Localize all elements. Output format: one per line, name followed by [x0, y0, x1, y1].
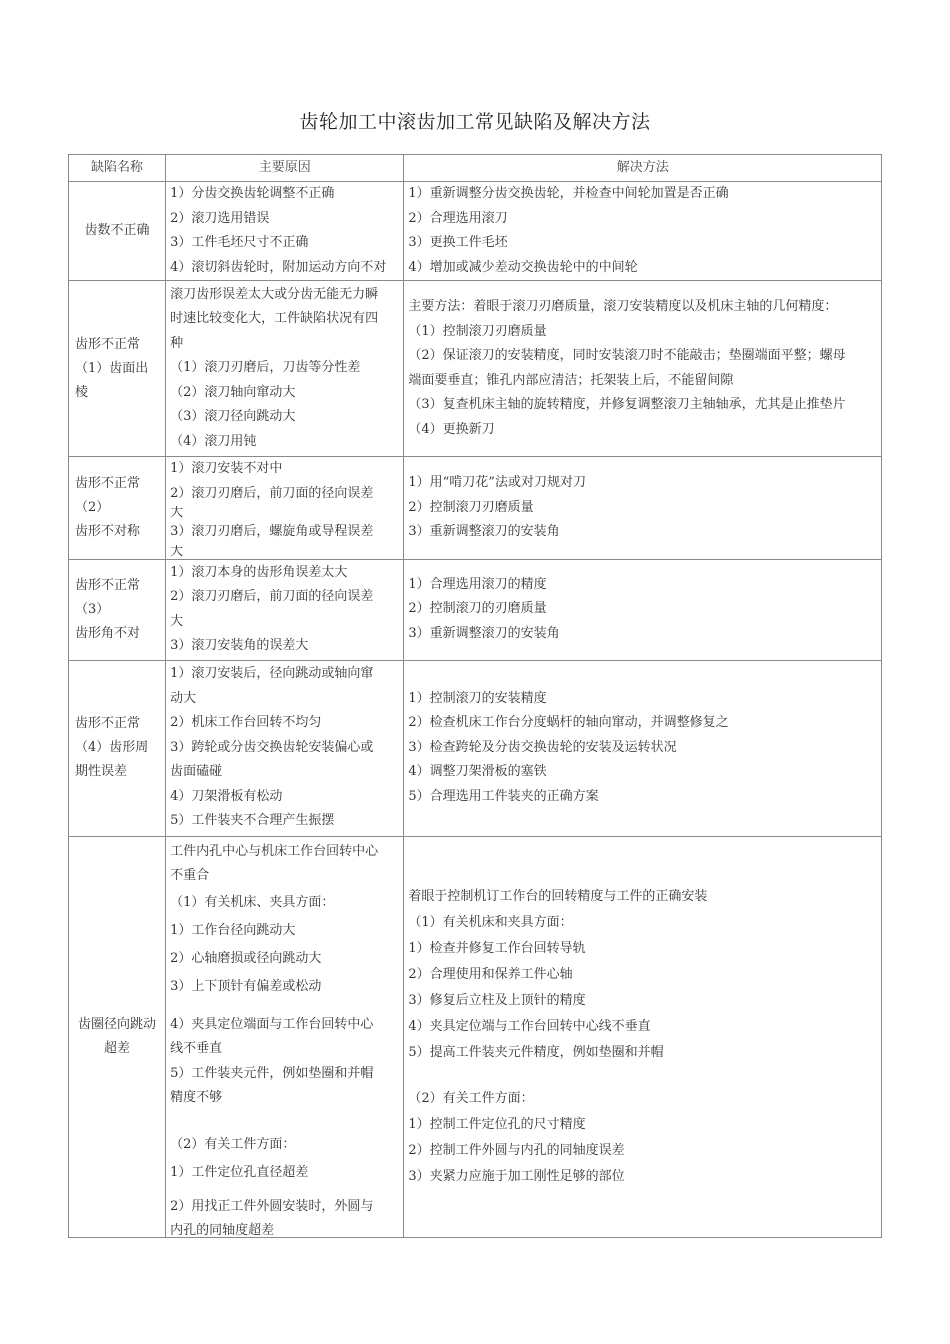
cause-cell-clip: 工件内孔中心与机床工作台回转中心 不重合 （1）有关机床、夹具方面： 1）工作台径向跳动大 2）心轴磨损或径向跳动大 3）上下顶针有偏差或松动 4）夹具定位端面与工作台回转中心 线不垂直 5）工件装夹元件，例如垫圈和并帽 精度不够 （2）有关工件方面： 1）工件定位孔直径超差 2）用找正工件外圆安装时，外圆与 内孔的同轴度超差 — [170, 843, 379, 1237]
defect-name-cell: 齿形不正常 （4）齿形周 期性误差 — [69, 660, 166, 836]
header-solution: 解决方法 — [404, 155, 882, 182]
table-row — [69, 559, 882, 660]
solution-cell: 1）用“啃刀花”法或对刀规对刀 2）控制滚刀刃磨质量 3）重新调整滚刀的安装角 — [404, 457, 882, 560]
defect-name-cell: 齿形不正常 （2） 齿形不对称 — [69, 457, 166, 560]
document-title: 齿轮加工中滚齿加工常见缺陷及解决方法 — [299, 111, 651, 133]
defect-name-cell: 齿数不正确 — [69, 182, 166, 281]
defect-name-cell: 齿形不正常 （3） 齿形角不对 — [69, 559, 166, 660]
solution-cell: 主要方法：着眼于滚刀刃磨质量，滚刀安装精度以及机床主轴的几何精度： （1）控制滚刀刃磨质量 （2）保证滚刀的安装精度，同时安装滚刀时不能敲击；垫圈端面平整；螺母 端面要垂直；锥孔内部应清洁；托架装上后，不能留间隙 （3）复查机床主轴的旋转精度，并修复调整滚刀主轴轴承，尤其是止推垫片 （4）更换新刀 — [404, 281, 882, 457]
defect-name-cell: 齿形不正常 （1）齿面出 棱 — [69, 281, 166, 457]
header-cause: 主要原因 — [166, 155, 404, 182]
cause-cell: 滚刀齿形误差太大或分齿无能无力瞬 时速比较变化大，工件缺陷状况有四 种 （1）滚刀刃磨后，刀齿等分性差 （2）滚刀轴向窜动大 （3）滚刀径向跳动大 （4）滚刀用钝 — [166, 281, 404, 457]
table-row — [69, 660, 882, 836]
cause-cell: 1）滚刀本身的齿形角误差太大 2）滚刀刃磨后，前刀面的径向误差 大 3）滚刀安装角的误差大 — [166, 559, 404, 660]
cause-cell: 1）滚刀安装不对中 2）滚刀刃磨后，前刀面的径向误差 大 3）滚刀刃磨后，螺旋角或导程误差 大 — [166, 457, 404, 560]
solution-cell: 1）合理选用滚刀的精度 2）控制滚刀的刃磨质量 3）重新调整滚刀的安装角 — [404, 559, 882, 660]
defects-table — [68, 154, 882, 1238]
table-header-row — [69, 155, 882, 182]
header-defect: 缺陷名称 — [69, 155, 166, 182]
cause-cell: 1）分齿交换齿轮调整不正确 2）滚刀选用错误 3）工件毛坯尺寸不正确 4）滚切斜齿轮时，附加运动方向不对 — [166, 182, 404, 281]
defect-name-cell: 齿圈径向跳动 超差 — [69, 836, 166, 1237]
solution-cell: 1）控制滚刀的安装精度 2）检查机床工作台分度蜗杆的轴向窜动，并调整修复之 3）检查跨轮及分齿交换齿轮的安装及运转状况 4）调整刀架滑板的塞铁 5）合理选用工件装夹的正确方案 — [404, 660, 882, 836]
table-row — [69, 457, 882, 560]
table-row — [69, 281, 882, 457]
solution-cell: 着眼于控制机订工作台的回转精度与工件的正确安装 （1）有关机床和夹具方面： 1）检查并修复工作台回转导轨 2）合理使用和保养工件心轴 3）修复后立柱及上顶针的精度 4）夹具定位端与工作台回转中心线不垂直 5）提高工件装夹元件精度，例如垫圈和并帽 （2）有关工件方面： 1）控制工件定位孔的尺寸精度 2）控制工件外圆与内孔的同轴度误差 3）夹紧力应施于加工刚性足够的部位 — [404, 836, 882, 1237]
table-row — [69, 182, 882, 281]
cause-cell: 1）滚刀安装后，径向跳动或轴向窜 动大 2）机床工作台回转不均匀 3）跨轮或分齿交换齿轮安装偏心或 齿面磕碰 4）刀架滑板有松动 5）工件装夹不合理产生振摆 — [166, 660, 404, 836]
table-row — [69, 836, 882, 1237]
cause-cell — [166, 836, 404, 1237]
solution-cell: 1）重新调整分齿交换齿轮，并检查中间轮加置是否正确 2）合理选用滚刀 3）更换工件毛坯 4）增加或减少差动交换齿轮中的中间轮 — [404, 182, 882, 281]
